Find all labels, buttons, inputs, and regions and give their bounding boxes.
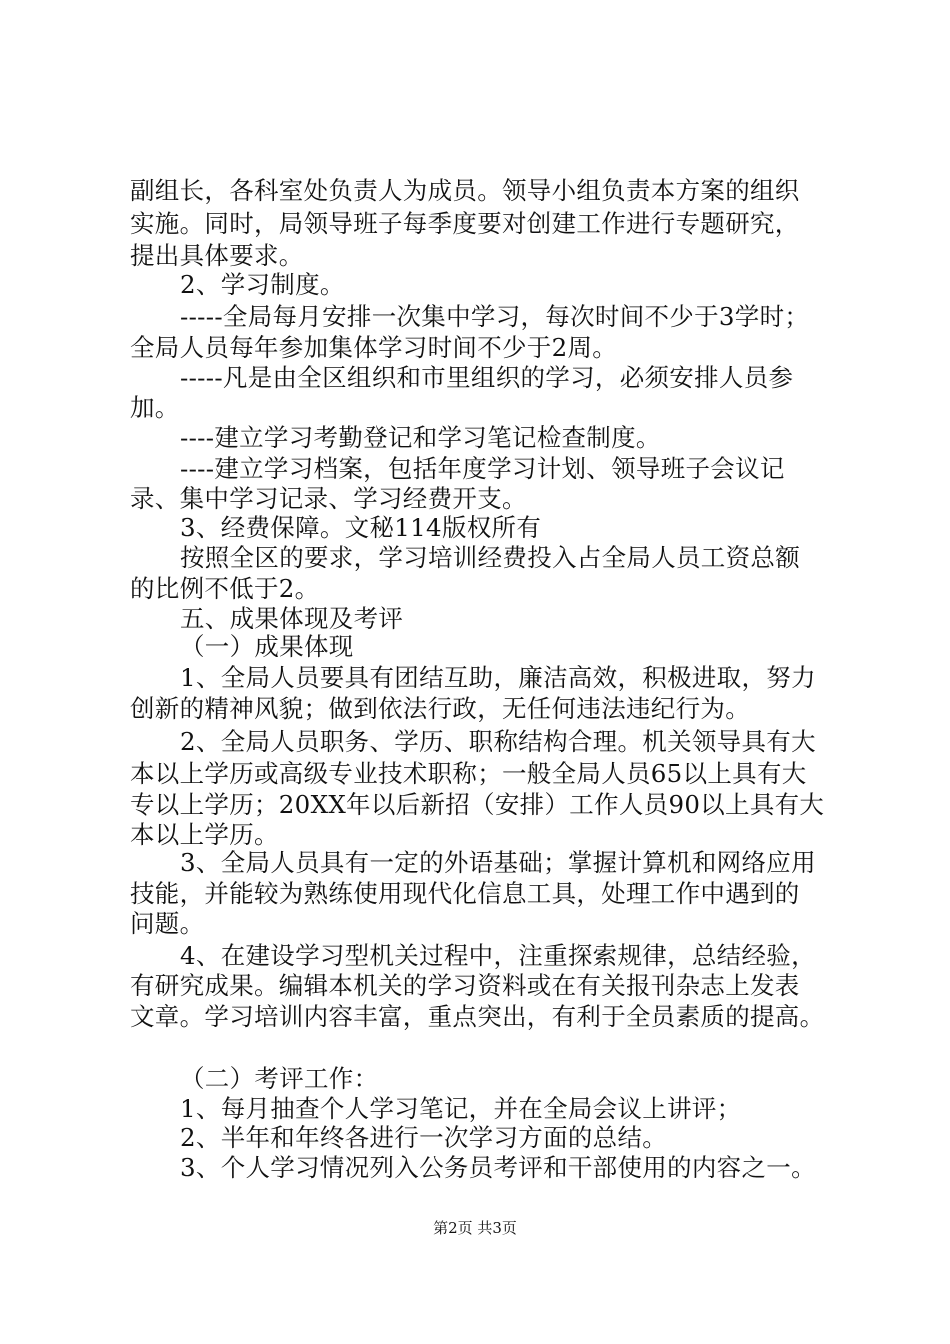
paragraph-line: 创新的精神风貌；做到依法行政，无任何违法违纪行为。 [130, 694, 750, 723]
section-heading: 五、成果体现及考评 [180, 604, 404, 633]
list-item: 2、半年和年终各进行一次学习方面的总结。 [180, 1123, 668, 1152]
paragraph-line: 的比例不低于2。 [130, 574, 320, 603]
paragraph-line: ----建立学习考勤登记和学习笔记检查制度。 [180, 423, 661, 452]
paragraph-line: 专以上学历；20XX年以后新招（安排）工作人员90以上具有大 [130, 790, 825, 819]
list-item: 3、个人学习情况列入公务员考评和干部使用的内容之一。 [180, 1153, 816, 1182]
paragraph-line: 2、全局人员职务、学历、职称结构合理。机关领导具有大 [180, 727, 816, 756]
subsection-heading: （一）成果体现 [180, 632, 354, 661]
paragraph-line: 本以上学历或高级专业技术职称；一般全局人员65以上具有大 [130, 759, 807, 788]
paragraph-line: 文章。学习培训内容丰富，重点突出，有利于全员素质的提高。 [130, 1002, 825, 1031]
paragraph-line: 按照全区的要求，学习培训经费投入占全局人员工资总额 [180, 543, 800, 572]
paragraph-line: ----建立学习档案，包括年度学习计划、领导班子会议记 [180, 454, 785, 483]
paragraph-line: 4、在建设学习型机关过程中，注重探索规律，总结经验， [180, 941, 816, 970]
paragraph-line: -----凡是由全区组织和市里组织的学习，必须安排人员参 [180, 363, 794, 392]
paragraph-line: 1、全局人员要具有团结互助，廉洁高效，积极进取，努力 [180, 663, 816, 692]
paragraph-line: 加。 [130, 393, 180, 422]
paragraph-line: 实施。同时，局领导班子每季度要对创建工作进行专题研究， [130, 209, 800, 238]
subsection-heading: （二）考评工作： [180, 1064, 379, 1093]
paragraph-line: -----全局每月安排一次集中学习，每次时间不少于3学时； [180, 302, 810, 331]
paragraph-line: 本以上学历。 [130, 820, 279, 849]
paragraph-line: 技能，并能较为熟练使用现代化信息工具，处理工作中遇到的 [130, 879, 800, 908]
paragraph-line: 副组长，各科室处负责人为成员。领导小组负责本方案的组织 [130, 176, 800, 205]
page-number-footer: 第2页 共3页 [433, 1219, 517, 1237]
list-item: 1、每月抽查个人学习笔记，并在全局会议上讲评； [180, 1094, 742, 1123]
section-heading: 3、经费保障。文秘114版权所有 [180, 513, 542, 542]
paragraph-line: 问题。 [130, 909, 205, 938]
paragraph-line: 全局人员每年参加集体学习时间不少于2周。 [130, 333, 618, 362]
section-heading: 2、学习制度。 [180, 270, 345, 299]
paragraph-line: 录、集中学习记录、学习经费开支。 [130, 484, 527, 513]
paragraph-line: 3、全局人员具有一定的外语基础；掌握计算机和网络应用 [180, 848, 816, 877]
paragraph-line: 有研究成果。编辑本机关的学习资料或在有关报刊杂志上发表 [130, 971, 800, 1000]
paragraph-line: 提出具体要求。 [130, 241, 304, 270]
